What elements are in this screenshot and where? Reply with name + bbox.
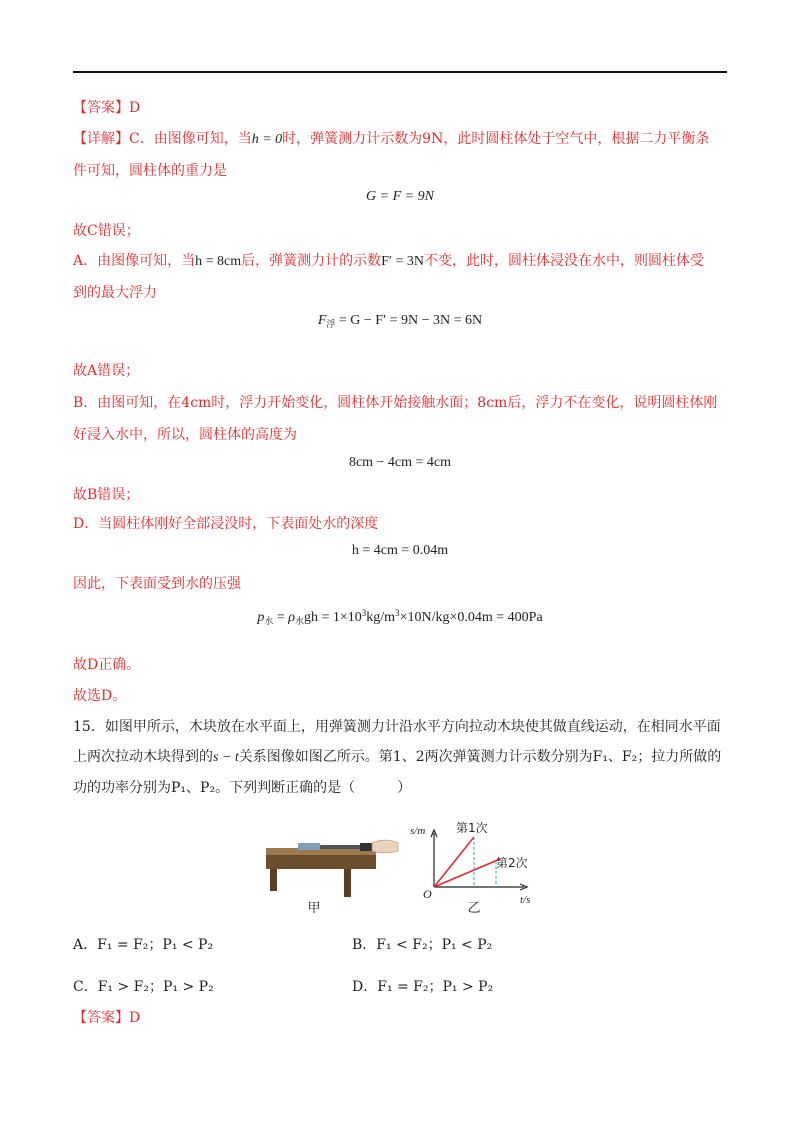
q15-line2-pre: 上两次拉动木块得到的: [73, 749, 213, 765]
answer2-value: D: [129, 1010, 141, 1026]
buoyancy-rest: = G − F′ = 9N − 3N = 6N: [335, 313, 483, 328]
explain-b-line1: B．由图可知，在4cm时，浮力开始变化，圆柱体开始接触水面；8cm后，浮力不在变化，说明圆柱体刚: [73, 395, 718, 411]
pressure-sup2: 3: [395, 608, 400, 618]
pressure-post: ×10N/kg×0.04m = 400Pa: [399, 610, 543, 625]
option-a[interactable]: A．F₁ = F₂；P₁ < P₂: [73, 937, 214, 953]
equation-weight: G = F = 9N: [366, 189, 434, 204]
series1-line: [434, 837, 474, 887]
q15-line1: 15．如图甲所示，木块放在水平面上，用弹簧测力计沿水平方向拉动木块使其做直线运动，在相同水平面: [73, 719, 721, 735]
q15-figure-svg: [262, 815, 552, 915]
fig-label-yi: 乙: [467, 901, 481, 915]
spring-scale: [320, 845, 360, 849]
series2-line: [434, 859, 500, 887]
fig-label-jia: 甲: [307, 901, 321, 915]
explain-c-pre: C．由图像可知，当: [129, 131, 252, 147]
q15-line2-math: s − t: [213, 750, 239, 765]
explain-a-math1: h = 8cm: [195, 254, 242, 269]
explain-a-math2: F′ = 3N: [381, 254, 424, 269]
pressure-subscript: 水: [264, 616, 274, 626]
top-rule: [73, 71, 727, 73]
answer2-label: 【答案】: [73, 1010, 129, 1026]
answer2-line: [73, 1008, 140, 1028]
q15-line2: [73, 747, 721, 768]
axis-x-label: t/s: [520, 894, 531, 906]
option-b[interactable]: B．F₁ < F₂；P₁ < P₂: [352, 937, 493, 953]
density-subscript: 水: [294, 616, 304, 626]
answer-label: 【答案】: [73, 100, 129, 116]
explain-a-post: 不变，此时，圆柱体浸没在水中，则圆柱体受: [423, 253, 704, 269]
pressure-pre: gh = 1×10: [304, 610, 362, 625]
equation-buoyancy: $F_浮 = G - F' = 9N - 3N = 6N$: [317, 313, 483, 329]
explain-c-post: 时，弹簧测力计示数为9N，此时圆柱体处于空气中，根据二力平衡条: [282, 131, 710, 147]
equation-height: 8cm − 4cm = 4cm: [348, 455, 452, 470]
axis-y-label: s/m: [410, 825, 426, 837]
answer-value: D: [129, 100, 141, 116]
spring-scale-handle: [360, 843, 372, 851]
series2-label: 第2次: [496, 856, 528, 870]
option-d[interactable]: D．F₁ = F₂；P₁ > P₂: [352, 979, 494, 995]
pressure-mid: kg/m: [366, 610, 396, 625]
explain-d-line2: 因此，下表面受到水的压强: [73, 576, 241, 592]
explain-c-math: h = 0: [251, 132, 283, 147]
answer-line: [73, 98, 140, 118]
explain-a-pre: A．由图像可知，当: [73, 253, 196, 269]
explain-a-line2: 到的最大浮力: [73, 285, 157, 301]
q15-line3: 功的功率分别为P₁、P₂。下列判断正确的是（ ）: [73, 780, 412, 796]
explain-label: 【详解】: [73, 131, 129, 147]
buoyancy-subscript: 浮: [326, 319, 336, 329]
wood-block: [298, 843, 320, 850]
series1-label: 第1次: [456, 821, 488, 835]
explain-final: 故选D。: [73, 688, 127, 704]
table-leg-left: [270, 869, 277, 891]
table-top: [266, 848, 376, 855]
pressure-sup1: 3: [361, 608, 367, 618]
explain-d-line1: D．当圆柱体刚好全部浸没时，下表面处水的深度: [73, 516, 379, 532]
table-illustration: [266, 840, 398, 897]
explain-c-line2: 件可知，圆柱体的重力是: [73, 163, 227, 179]
table-edge: [266, 855, 376, 869]
equation-pressure: $p_水 = \rho_水gh = 1\times 10^3kg/m^3\times 10N/kg\times 0.04m = 400Pa$: [257, 608, 543, 626]
explain-b-conclusion: 故B错误；: [73, 487, 140, 503]
explain-a-conclusion: 故A错误；: [73, 363, 140, 379]
table-leg-right: [344, 869, 351, 897]
explain-c-conclusion: 故C错误；: [73, 223, 140, 239]
origin-label: O: [423, 887, 432, 901]
option-c[interactable]: C．F₁ > F₂；P₁ > P₂: [73, 979, 214, 995]
explain-a-mid: 后，弹簧测力计的示数: [241, 253, 382, 269]
q15-line2-post: 关系图像如图乙所示。第1、2两次弹簧测力计示数分别为F₁、F₂；拉力所做的: [238, 749, 722, 765]
explain-b-line2: 好浸入水中，所以，圆柱体的高度为: [73, 427, 297, 443]
q15-figure: [262, 815, 552, 915]
explain-c-line1: [73, 129, 709, 150]
explain-d-conclusion: 故D正确。: [73, 657, 141, 673]
hand-icon: [372, 840, 398, 853]
equation-depth: h = 4cm = 0.04m: [351, 543, 449, 558]
explain-a-line1: [73, 251, 704, 272]
